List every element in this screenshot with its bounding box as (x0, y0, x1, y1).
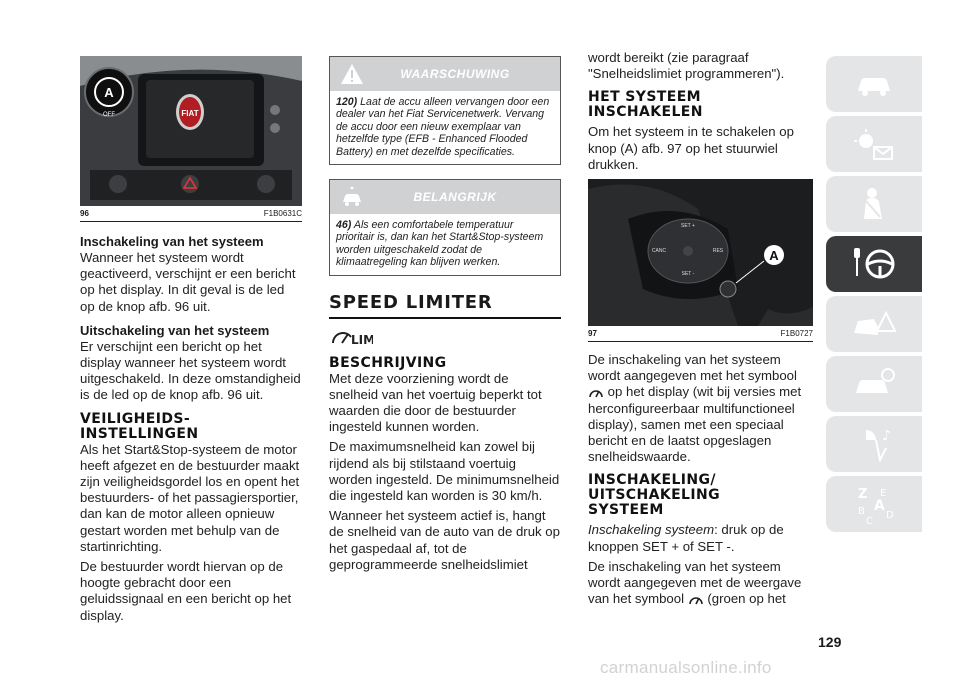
figure-96-caption (80, 209, 302, 222)
emergency-car-icon (852, 307, 896, 341)
steering-wheel-illustration (588, 179, 813, 326)
canc-label: CANC (651, 248, 667, 255)
section-title: INSCHAKELING/ UITSCHAKELING SYSTEEM (588, 472, 720, 519)
section-title: HET SYSTEEM INSCHAKELEN (588, 89, 703, 121)
figure-number: 96 (80, 209, 89, 218)
seatbelt-icon (854, 187, 894, 221)
figure-97-photo (588, 179, 813, 326)
svg-text:E: E (880, 488, 887, 499)
section-title: BESCHRIJVING (329, 354, 447, 371)
paragraph: Wanneer het systeem wordt geactiveerd, verschijnt er een bericht op het display. In dit geval is de led op de knop afb. 96 uit. (80, 250, 296, 314)
subsection-title: Uitschakeling van het systeem (80, 322, 270, 338)
key-steering-wheel-icon (850, 244, 898, 284)
paragraph: De bestuurder wordt hiervan op de hoogte gebracht door een geluidssignaal en een bericht op het display. (80, 559, 292, 623)
figure-code: F1B0727 (780, 329, 813, 339)
warning-body (330, 91, 560, 164)
set-plus-label: SET + (681, 223, 695, 230)
tab-multimedia[interactable] (826, 416, 922, 472)
callout-off: OFF (103, 112, 115, 118)
multimedia-icon (852, 426, 896, 462)
important-number: 46) (336, 219, 352, 232)
paragraph: Met deze voorziening wordt de snelheid van het voertuig beperkt tot waarden die door de bestuurder ingesteld kunnen worden. (329, 370, 542, 435)
section-title: VEILIGHEIDS- INSTELLINGEN (80, 410, 199, 442)
warning-number: 120) (336, 96, 358, 108)
chapter-heading: SPEED LIMITER (329, 292, 561, 319)
svg-text:C: C (866, 516, 873, 526)
warning-text: Laat de accu alleen vervangen door een dealer van het Fiat Servicenetwerk. Vervang de accu door een nieuw exemplaar van hetzelfde type (EFB - Enhanced Flooded Battery) en met dezelfde specificaties. (336, 96, 550, 158)
warning-title: WAARSCHUWING (400, 67, 510, 81)
warning-box (329, 56, 561, 165)
figure-97-caption (588, 329, 813, 342)
paragraph (588, 559, 813, 608)
svg-text:B: B (858, 506, 865, 517)
set-minus-label: SET - (681, 271, 695, 278)
tab-safety[interactable] (826, 176, 922, 232)
figure-number: 97 (588, 329, 597, 339)
column-3 (588, 50, 813, 607)
car-caution-icon (340, 185, 364, 209)
callout-a: A (769, 248, 779, 264)
svg-text:A: A (874, 498, 885, 514)
important-body (330, 214, 560, 275)
text-segment-italic: Inschakeling systeem (588, 522, 715, 538)
important-box (329, 179, 561, 276)
tab-dashboard[interactable] (826, 56, 922, 112)
text-segment: : druk op de knoppen SET + of SET -. (588, 522, 784, 554)
important-text: Als een comfortabele temperatuur prioritair is, dan kan het Start&Stop-systeem worden uitgeschakeld zodat de klimaatregeling kan blijven werken. (336, 219, 544, 269)
paragraph: Om het systeem in te schakelen op knop (A) afb. 97 op het stuurwiel drukken. (588, 124, 794, 172)
paragraph: Als het Start&Stop-systeem de motor heeft afgezet en de bestuurder maakt zijn veiligheidsgordel los en opent het bestuurders- of het passagiersportier, dan kan de motor alleen opnieuw gestart worden met behulp van de startinrichting. (80, 441, 300, 554)
svg-text:D: D (886, 510, 894, 521)
important-header (330, 180, 560, 214)
tab-maintenance[interactable] (826, 356, 922, 412)
res-label: RES (712, 248, 724, 255)
paragraph: Wanneer het systeem actief is, hangt de snelheid van de auto van de druk op het gaspedaal af, tot de geprogrammeerde snelheidslimiet (329, 508, 560, 572)
important-title: BELANGRIJK (413, 190, 497, 205)
paragraph (588, 352, 813, 465)
tab-starting-driving[interactable] (826, 236, 922, 292)
page-number: 129 (818, 634, 842, 650)
svg-text:♪: ♪ (882, 428, 891, 444)
figure-code: F1B0631C (263, 209, 302, 218)
service-car-icon (852, 367, 896, 401)
tab-index[interactable] (826, 476, 922, 532)
svg-text:LIM: LIM (351, 332, 373, 347)
text-segment: op het display (wit bij versies met herconfigureerbaar multifunctioneel display), samen met een speciaal bericht en de laatst opgeslagen snelheidswaarde. (588, 384, 802, 465)
subsection-title: Inschakeling van het systeem (80, 234, 264, 249)
tab-emergency[interactable] (826, 296, 922, 352)
alphabet-index-icon (852, 482, 896, 526)
figure-96-photo (80, 56, 302, 206)
paragraph: wordt bereikt (zie paragraaf "Snelheidslimiet programmeren"). (588, 50, 785, 82)
speed-limiter-icon (329, 325, 373, 347)
text-segment: (groen op het (707, 591, 786, 607)
warning-lights-icon (852, 127, 896, 161)
text-segment: De inschakeling van het systeem wordt aangegeven met het symbool (588, 352, 797, 384)
fiat-logo: FIAT (181, 109, 199, 118)
speed-limiter-symbol-icon (588, 386, 604, 399)
svg-text:Z: Z (858, 487, 868, 502)
car-icon (854, 69, 894, 99)
column-2 (329, 56, 561, 573)
text-segment: De inschakeling van het systeem wordt aangegeven met de weergave van het symbool (588, 558, 802, 607)
paragraph (588, 522, 813, 554)
dashboard-display-illustration (80, 56, 302, 206)
paragraph: De maximumsnelheid kan zowel bij rijdend als bij stilstaand voertuig worden ingesteld. De minimumsnelheid die ingesteld kan worden is 30 km/h. (329, 439, 560, 504)
chapter-tabs (826, 56, 922, 536)
warning-header (330, 57, 560, 91)
callout-a: A (104, 85, 114, 100)
warning-triangle-icon (340, 62, 364, 86)
tab-lights-messages[interactable] (826, 116, 922, 172)
column-1 (80, 56, 302, 624)
speed-limiter-symbol-icon (688, 593, 704, 606)
paragraph: Er verschijnt een bericht op het display wanneer het systeem wordt uitgeschakeld. In deze omstandigheid is de led op de knop afb. 96 uit. (80, 338, 301, 403)
watermark: carmanualsonline.info (600, 658, 772, 677)
